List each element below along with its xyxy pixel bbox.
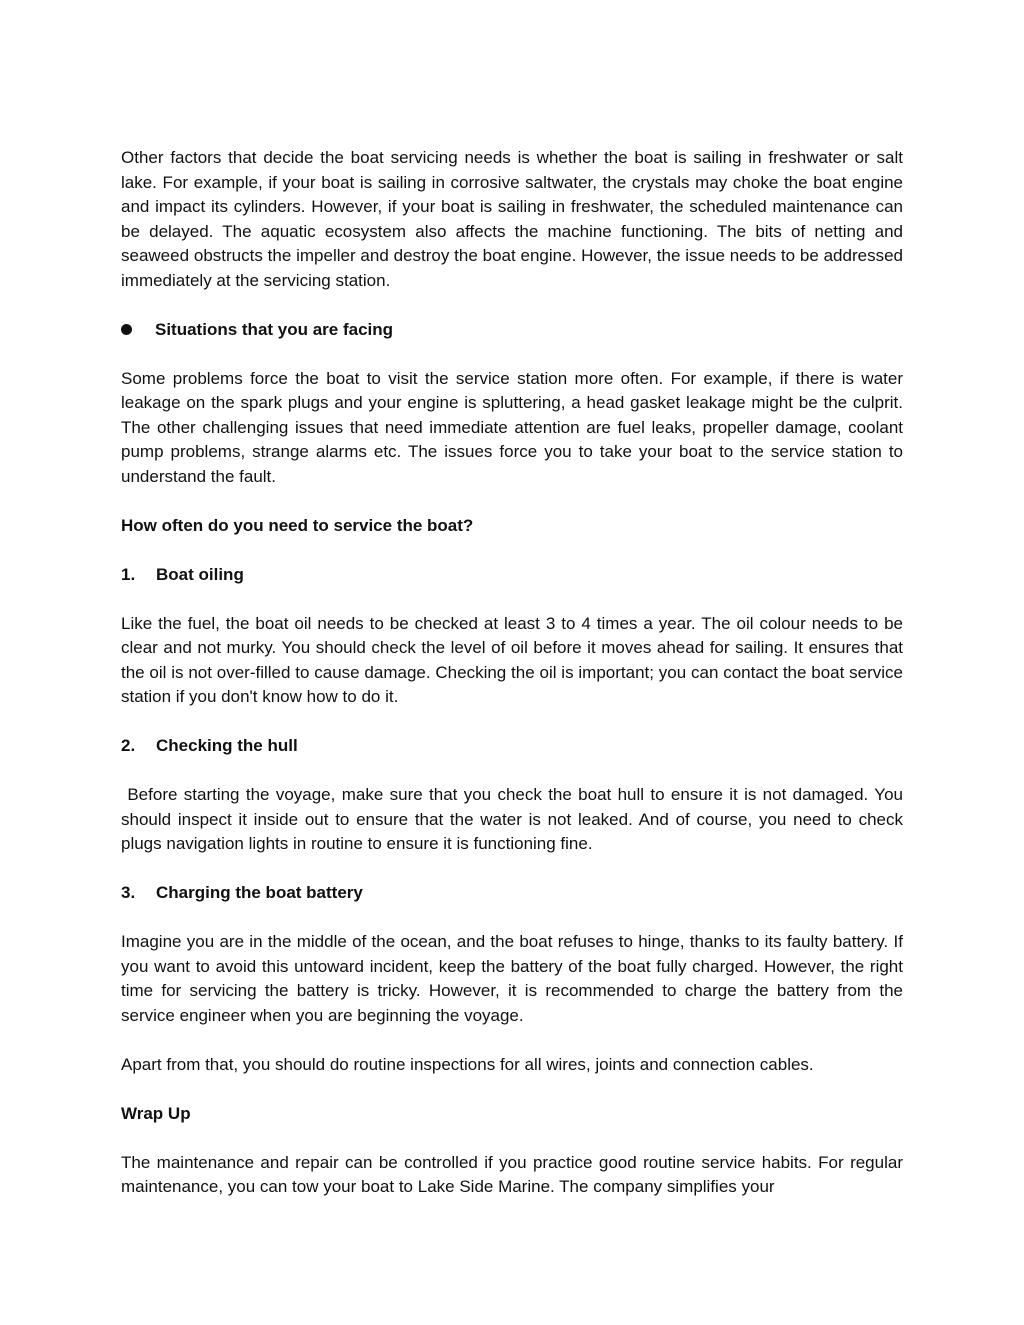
item-body-3: Imagine you are in the middle of the ocean, and the boat refuses to hinge, thanks to its faulty battery. If you want to avoid this untoward incident, keep the battery of the boat fully charged. However, the right time for servicing the battery is tricky. However, it is recommended to charge the battery from the service engineer when you are beginning the voyage. [121, 932, 903, 1025]
item-heading-3 [121, 881, 903, 906]
document-page [121, 146, 908, 1200]
item-body-2: Before starting the voyage, make sure that you check the boat hull to ensure it is not damaged. You should inspect it inside out to ensure that the water is not leaked. And of course, you need to check plugs navigation lights in routine to ensure it is functioning fine. [121, 785, 908, 853]
bullet-heading [121, 318, 903, 343]
wrap-up-paragraph: The maintenance and repair can be controlled if you practice good routine service habits. For regular maintenance, you can tow your boat to Lake Side Marine. The company simplifies your [121, 1152, 903, 1196]
apart-paragraph: Apart from that, you should do routine inspections for all wires, joints and connection cables. [121, 1054, 814, 1074]
intro-paragraph: Other factors that decide the boat servicing needs is whether the boat is sailing in freshwater or salt lake. For example, if your boat is sailing in corrosive saltwater, the crystals may choke the boat engine and impact its cylinders. However, if your boat is sailing in freshwater, the scheduled maintenance can be delayed. The aquatic ecosystem also affects the machine functioning. The bits of netting and seaweed obstructs the impeller and destroy the boat engine. However, the issue needs to be addressed immediately at the servicing station. [121, 148, 903, 290]
wrap-up-heading: Wrap Up [121, 1103, 191, 1123]
bullet-heading-text: Situations that you are facing [155, 319, 394, 339]
item-title-3: Charging the boat battery [156, 883, 363, 902]
how-often-heading: How often do you need to service the boat? [121, 515, 474, 535]
item-title-2: Checking the hull [156, 736, 298, 755]
item-heading-2 [121, 734, 903, 759]
bullet-dot-icon [121, 324, 132, 335]
item-heading-1 [121, 563, 903, 588]
item-body-1: Like the fuel, the boat oil needs to be checked at least 3 to 4 times a year. The oil colour needs to be clear and not murky. You should check the level of oil before it moves ahead for sailing. It ensures that the oil is not over-filled to cause damage. Checking the oil is important; you can contact the boat service station if you don't know how to do it. [121, 613, 903, 706]
item-number-1: 1. [121, 564, 136, 584]
item-title-1: Boat oiling [156, 564, 244, 584]
item-number-2: 2. [121, 736, 136, 755]
situations-paragraph: Some problems force the boat to visit the service station more often. For example, if there is water leakage on the spark plugs and your engine is spluttering, a head gasket leakage might be the culprit. The other challenging issues that need immediate attention are fuel leaks, propeller damage, coolant pump problems, strange alarms etc. The issues force you to take your boat to the service station to understand the fault. [121, 368, 903, 486]
item-number-3: 3. [121, 883, 136, 902]
